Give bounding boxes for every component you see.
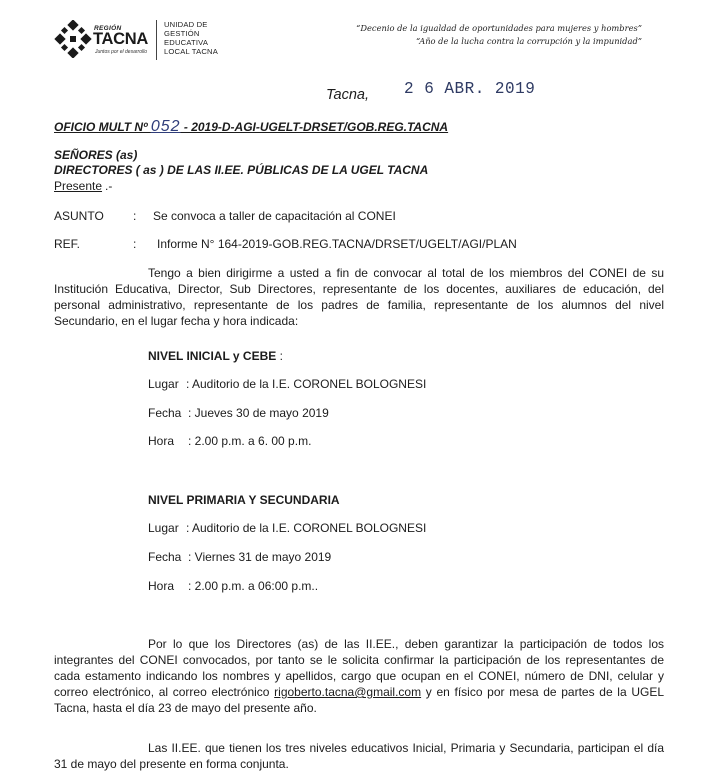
level-2-lugar: : Auditorio de la I.E. CORONEL BOLOGNESI [186, 521, 427, 535]
level-2-hora-label: Hora [148, 579, 175, 593]
closing-paragraph [54, 636, 664, 716]
unit-line: EDUCATIVA [164, 38, 209, 47]
closing-text-end: y en físico por mesa de partes de la UGEL Tacna, hasta el día 23 de mayo del presente año. [54, 685, 664, 715]
final-paragraph: Las II.EE. que tienen los tres niveles educativos Inicial, Primaria y Secundaria, participan el día 31 de mayo del presente en forma conjunta. [54, 741, 664, 771]
region-name: TACNA [93, 30, 149, 48]
oficio-number [54, 118, 448, 136]
level-1-heading-text: NIVEL INICIAL y CEBE [148, 349, 277, 363]
level-2-hora: : 2.00 p.m. a 06:00 p.m.. [188, 579, 319, 593]
unit-line: UNIDAD DE [164, 20, 208, 29]
motto-line-1: “Decenio de la igualdad de oportunidades para mujeres y hombres” [356, 23, 642, 33]
level-1-heading [148, 349, 283, 363]
closing-text-start: Por lo que los Directores (as) de las II.EE., deben garantizar la participación de todos los integrantes del CONEI convocados, por tanto se le solicita confirmar la participación de los representantes de cada estamento indicando los nombres y apellidos, cargo que ocupan en el CONEI, número de DNI, celular y correo electrónico, al correo electrónico [54, 637, 664, 699]
letterhead-divider [156, 20, 157, 60]
date-city: Tacna, [326, 87, 369, 103]
unit-line: GESTIÓN [164, 29, 200, 38]
oficio-prefix: OFICIO MULT Nº [54, 120, 151, 134]
asunto-text: Se convoca a taller de capacitación al CONEI [153, 209, 396, 223]
level-1-hora: : 2.00 p.m. a 6. 00 p.m. [188, 434, 312, 448]
ref-separator: : [133, 237, 137, 251]
level-1-fecha: : Jueves 30 de mayo 2019 [188, 406, 329, 420]
unit-line: LOCAL TACNA [164, 47, 218, 56]
addressee-line-1: SEÑORES (as) [54, 148, 138, 162]
level-1-fecha-label: Fecha [148, 406, 182, 420]
level-1-hora-label: Hora [148, 434, 175, 448]
level-1-heading-suffix: : [276, 349, 283, 363]
region-label: REGIÓN [94, 25, 122, 32]
level-2-lugar-label: Lugar [148, 521, 179, 535]
oficio-handwritten-number: 052 [150, 118, 181, 135]
ref-text: Informe N° 164-2019-GOB.REG.TACNA/DRSET/UGELT/AGI/PLAN [157, 237, 517, 251]
ref-label: REF. [54, 237, 81, 251]
intro-paragraph: Tengo a bien dirigirme a usted a fin de convocar al total de los miembros del CONEI de su Institución Educativa, Director, Sub Directores, representante de los docentes, auxiliares de educación, del personal administrativo, representante de los padres de familia, representante de los alumnos del nivel Secundario, en el lugar fecha y hora indicada: [54, 266, 664, 328]
asunto-label: ASUNTO [54, 209, 104, 223]
region-tagline: Juntos por el desarrollo [95, 49, 147, 55]
unit-name [164, 20, 218, 56]
motto-line-2: “Año de la lucha contra la corrupción y la impunidad” [416, 36, 642, 46]
addressee-line-2: DIRECTORES ( as ) DE LAS II.EE. PÚBLICAS DE LA UGEL TACNA [54, 163, 429, 177]
date-stamp: 2 6 ABR. 2019 [404, 79, 536, 99]
asunto-separator: : [133, 209, 137, 223]
level-2-fecha-label: Fecha [148, 550, 182, 564]
addressee-presente-suffix: .- [105, 179, 113, 193]
level-2-fecha: : Viernes 31 de mayo 2019 [188, 550, 332, 564]
oficio-suffix: - 2019-D-AGI-UGELT-DRSET/GOB.REG.TACNA [180, 120, 449, 134]
year-motto [356, 22, 642, 48]
tacna-logo-icon [52, 20, 94, 58]
contact-email-link[interactable]: rigoberto.tacna@gmail.com [274, 685, 422, 699]
level-1-lugar: : Auditorio de la I.E. CORONEL BOLOGNESI [186, 377, 427, 391]
level-2-heading [148, 493, 340, 507]
addressee-presente: Presente [54, 179, 103, 193]
level-2-heading-text: NIVEL PRIMARIA Y SECUNDARIA [148, 493, 340, 507]
level-1-lugar-label: Lugar [148, 377, 179, 391]
